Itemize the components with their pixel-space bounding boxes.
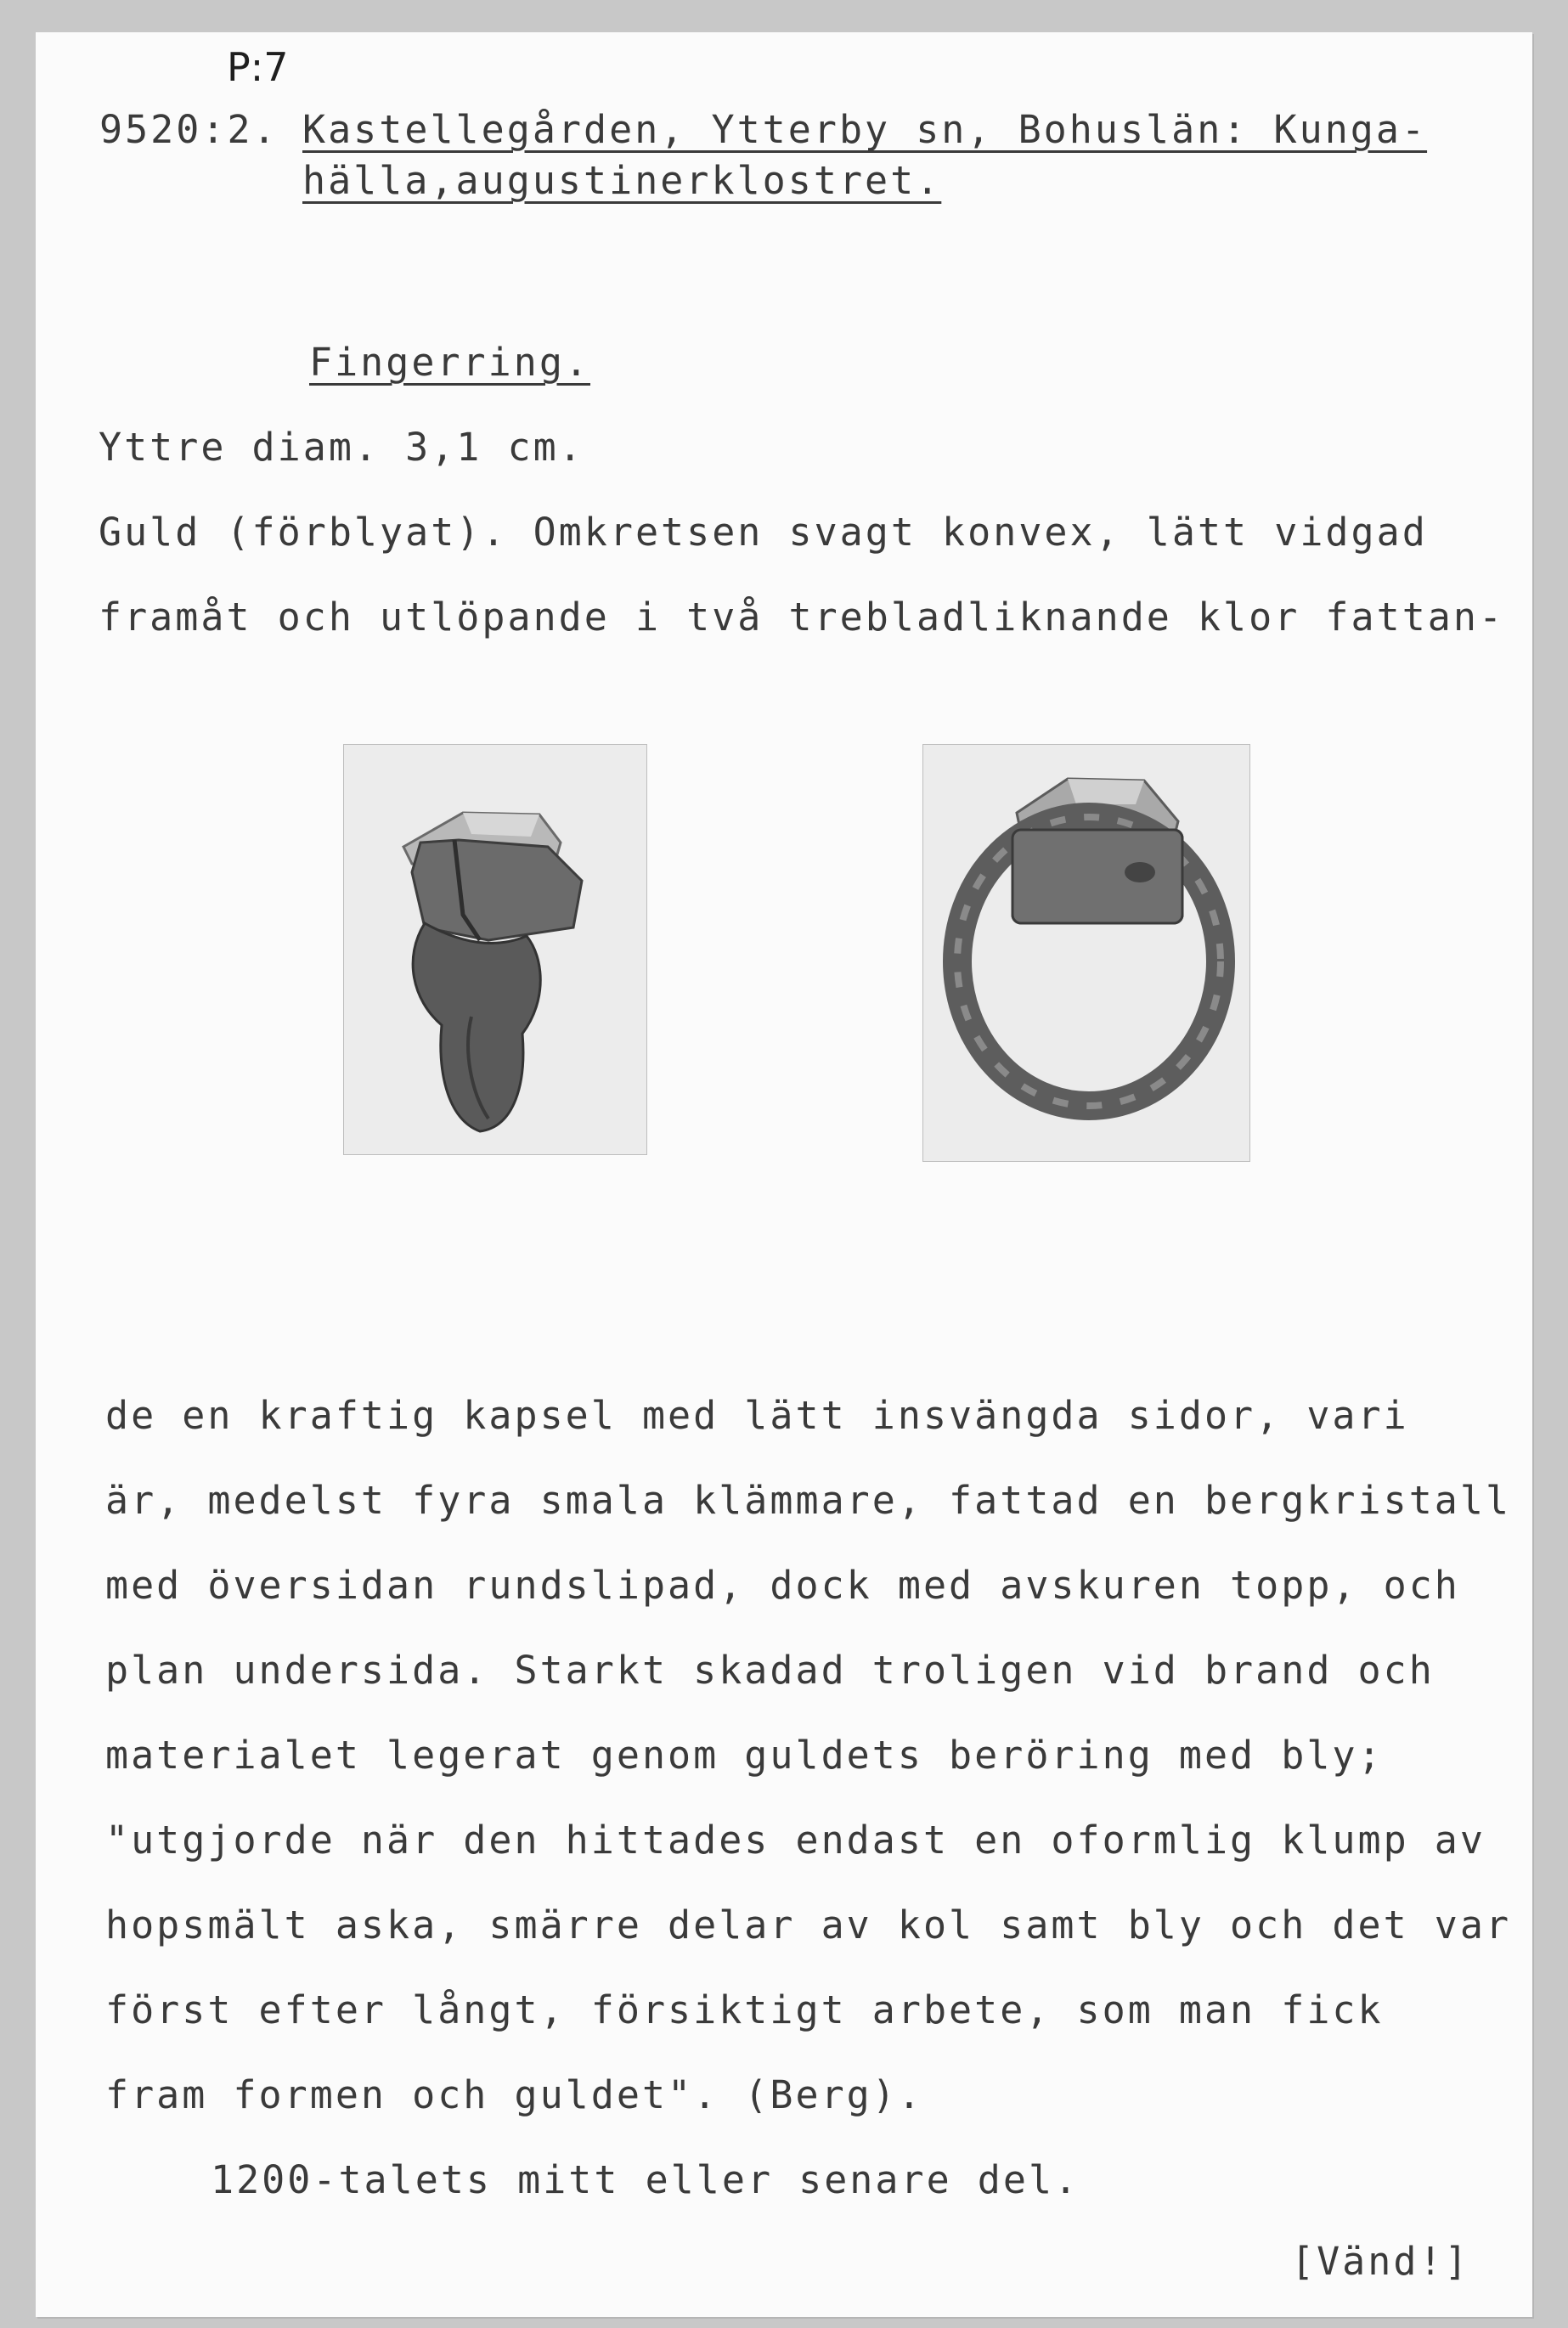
description-line: plan undersida. Starkt skadad troligen vid brand och [105,1648,1435,1693]
description-line: materialet legerat genom guldets beröring med bly; [105,1733,1384,1778]
description-line: de en kraftig kapsel med lätt insvängda sidor, vari [105,1393,1409,1438]
description-line: Guld (förblyat). Omkretsen svagt konvex, lätt vidgad [99,510,1428,555]
ring-side-illustration [344,745,646,1154]
description-line: med översidan rundslipad, dock med avskuren topp, och [105,1563,1460,1608]
description-line: är, medelst fyra smala klämmare, fattad en bergkristall [105,1478,1512,1523]
description-line: framåt och utlöpande i två trebladliknande klor fattan- [99,595,1505,640]
turn-note: [Vänd!] [1291,2239,1470,2284]
locality-line-2: hälla,augustinerklostret. [302,158,942,203]
dating: 1200-talets mitt eller senare del. [211,2157,1080,2202]
page-mark: P:7 [227,44,289,90]
dimension: Yttre diam. 3,1 cm. [99,425,584,470]
catalog-number: 9520:2. [99,107,279,152]
ring-photo-side [343,744,647,1155]
description-line: hopsmält aska, smärre delar av kol samt bly och det var [105,1902,1512,1948]
description-line: fram formen och guldet". (Berg). [105,2072,923,2117]
locality-line-1: Kastellegården, Ytterby sn, Bohuslän: Kunga- [302,107,1428,152]
description-line: först efter långt, försiktigt arbete, som man fick [105,1987,1384,2032]
catalog-card [36,32,1532,2317]
ring-photo-front [922,744,1250,1162]
description-line: "utgjorde när den hittades endast en oformlig klump av [105,1818,1486,1863]
ring-front-illustration [923,745,1249,1161]
object-title: Fingerring. [309,340,591,385]
